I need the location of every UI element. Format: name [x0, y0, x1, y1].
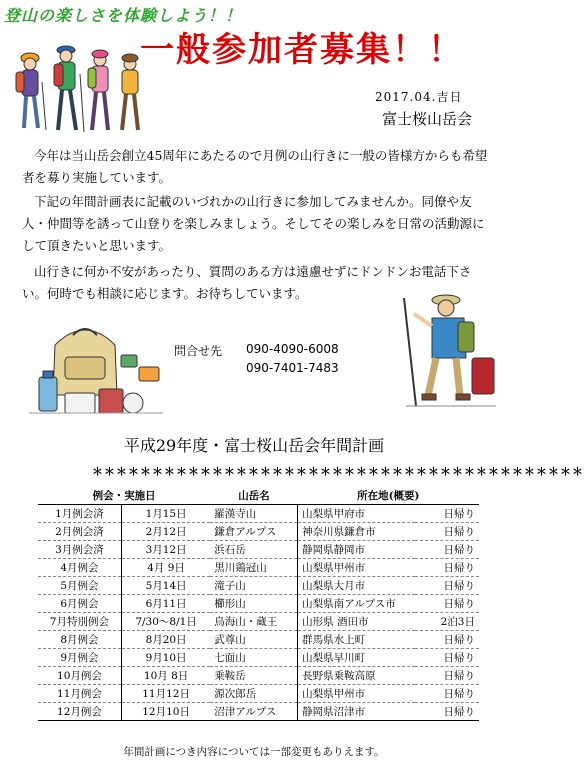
issue-date: 2017.04.吉日	[375, 90, 463, 104]
intro-paragraph-3: 山行きに何か不安があったり、質問のある方は遠慮せずにドンドンお電話下さい。何時でも相談に応じます。お待ちしています。	[22, 264, 472, 301]
event-date: 6月11日	[121, 595, 210, 613]
mountain-name: 武尊山	[210, 631, 297, 649]
table-row	[38, 631, 479, 649]
location: 神奈川県鎌倉市	[298, 523, 416, 541]
event-name: 5月例会	[38, 577, 121, 595]
table-row	[38, 541, 479, 559]
tagline: 登山の楽しさを体験しよう！！	[4, 6, 243, 25]
event-name: 12月例会	[38, 703, 121, 721]
duration: 日帰り	[415, 685, 479, 703]
phone-number-2: 090-7401-7483	[246, 361, 339, 375]
header-event-date: 例会・実施日	[38, 487, 210, 505]
location: 山形県 酒田市	[298, 613, 416, 631]
location: 長野県乗鞍高原	[298, 667, 416, 685]
mountain-name: 鎌倉アルプス	[210, 523, 297, 541]
table-row	[38, 649, 479, 667]
duration: 日帰り	[415, 649, 479, 667]
event-name: 4月例会	[38, 559, 121, 577]
mountain-name: 櫛形山	[210, 595, 297, 613]
mountain-name: 羅漢寺山	[210, 505, 297, 523]
event-date: 10月 8日	[121, 667, 210, 685]
event-date: 12月10日	[121, 703, 210, 721]
table-row	[38, 703, 479, 721]
location: 群馬県水上町	[298, 631, 416, 649]
table-row	[38, 595, 479, 613]
mountain-name: 源次郎岳	[210, 685, 297, 703]
hikers-illustration	[8, 38, 146, 138]
mountain-name: 七面山	[210, 649, 297, 667]
mountain-name: 鳥海山・蔵王	[210, 613, 297, 631]
duration: 日帰り	[415, 559, 479, 577]
intro-paragraph-2: 下記の年間計画表に記載のいづれかの山行きに参加してみませんか。同僚や友人・仲間等を誘って山登りを楽しみましょう。そしてその楽しみを日常の活動源にして頂きたいと思います。	[22, 194, 485, 253]
event-date: 2月12日	[121, 523, 210, 541]
location: 山梨県大月市	[298, 577, 416, 595]
location: 静岡県沼津市	[298, 703, 416, 721]
event-name: 3月例会済	[38, 541, 121, 559]
duration: 日帰り	[415, 523, 479, 541]
duration: 2泊3日	[415, 613, 479, 631]
duration: 日帰り	[415, 541, 479, 559]
intro-paragraph-1: 今年は当山岳会創立45周年にあたるので月例の山行きに一般の皆様方からも希望者を募り実施しています。	[22, 148, 488, 185]
table-row	[38, 667, 479, 685]
header-location: 所在地(概要)	[298, 487, 479, 505]
event-name: 6月例会	[38, 595, 121, 613]
mountain-name: 浜石岳	[210, 541, 297, 559]
event-name: 11月例会	[38, 685, 121, 703]
event-date: 5月14日	[121, 577, 210, 595]
event-name: 1月例会済	[38, 505, 121, 523]
duration: 日帰り	[415, 631, 479, 649]
duration: 日帰り	[415, 667, 479, 685]
club-name: 富士桜山岳会	[382, 110, 473, 128]
location: 山梨県甲州市	[298, 559, 416, 577]
location: 山梨県甲府市	[298, 505, 416, 523]
event-date: 3月12日	[121, 541, 210, 559]
event-date: 1月15日	[121, 505, 210, 523]
location: 山梨県南アルプス市	[298, 595, 416, 613]
event-name: 9月例会	[38, 649, 121, 667]
event-name: 8月例会	[38, 631, 121, 649]
headline: 一般参加者募集！！	[140, 30, 464, 70]
header-mountain: 山岳名	[210, 487, 297, 505]
event-name: 7月特別例会	[38, 613, 121, 631]
event-date: 8月20日	[121, 631, 210, 649]
event-date: 4月 9日	[121, 559, 210, 577]
event-date: 9月10日	[121, 649, 210, 667]
location: 山梨県早川町	[298, 649, 416, 667]
mountain-name: 乗鞍岳	[210, 667, 297, 685]
annual-plan-title: 平成29年度・富士桜山岳会年間計画	[123, 436, 385, 455]
duration: 日帰り	[415, 505, 479, 523]
event-name: 2月例会済	[38, 523, 121, 541]
mountain-name: 滝子山	[210, 577, 297, 595]
table-row	[38, 559, 479, 577]
climber-illustration	[396, 278, 504, 418]
duration: 日帰り	[415, 703, 479, 721]
mountain-name: 沼津アルプス	[210, 703, 297, 721]
duration: 日帰り	[415, 577, 479, 595]
event-date: 7/30～8/1日	[121, 613, 210, 631]
duration: 日帰り	[415, 595, 479, 613]
location: 山梨県甲州市	[298, 685, 416, 703]
table-row	[38, 613, 479, 631]
backpack-gear-illustration	[25, 315, 167, 425]
table-row	[38, 685, 479, 703]
schedule-note: 年間計画につき内容については一部変更もありえます。	[123, 746, 385, 758]
location: 静岡県静岡市	[298, 541, 416, 559]
star-divider: ＊＊＊＊＊＊＊＊＊＊＊＊＊＊＊＊＊＊＊＊＊＊＊＊＊＊＊＊＊＊＊＊＊＊＊＊＊＊＊＊＊	[92, 465, 584, 478]
event-date: 11月12日	[121, 685, 210, 703]
mountain-name: 黒川鶏冠山	[210, 559, 297, 577]
annual-schedule-table	[38, 487, 479, 721]
phone-number-1: 090-4090-6008	[246, 342, 339, 356]
table-row	[38, 577, 479, 595]
table-row	[38, 523, 479, 541]
event-name: 10月例会	[38, 667, 121, 685]
table-row	[38, 505, 479, 523]
contact-label: 問合せ先	[174, 344, 223, 358]
table-header-row	[38, 487, 479, 505]
